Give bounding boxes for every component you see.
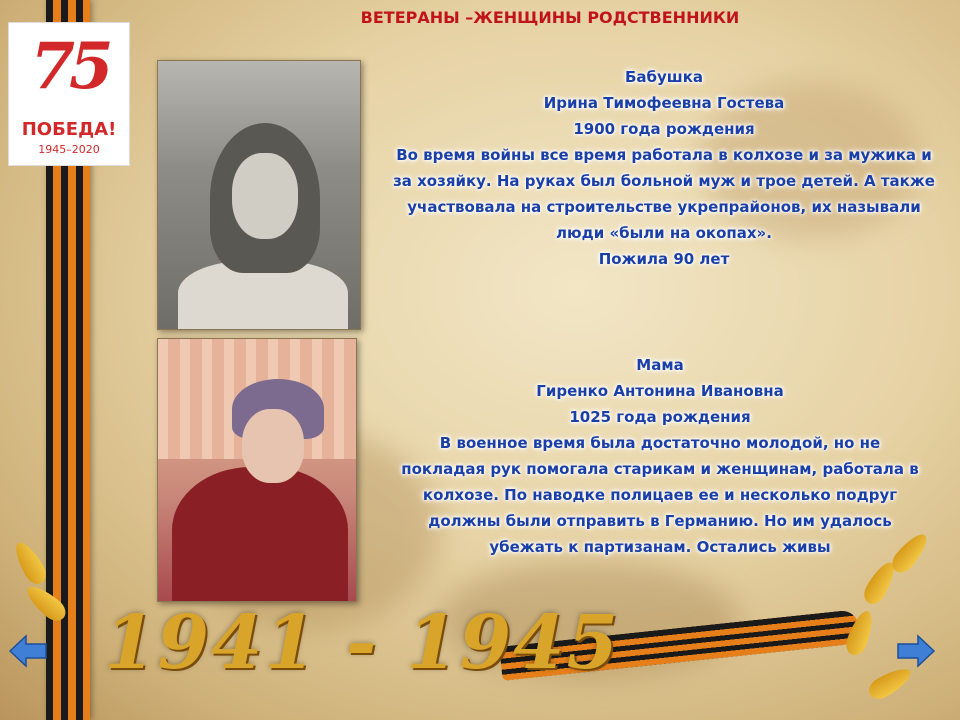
mother-relation: Мама (636, 356, 684, 374)
grandmother-text (390, 64, 938, 272)
arrow-right-icon (896, 634, 936, 668)
logo-number: 75 (30, 29, 108, 104)
previous-slide-button[interactable] (8, 634, 48, 668)
photo-figure-face (232, 153, 298, 239)
mother-text (400, 352, 920, 560)
mother-birth: 1025 года рождения (569, 408, 751, 426)
grandmother-lifespan: Пожила 90 лет (598, 250, 730, 268)
grandmother-relation: Бабушка (624, 68, 704, 86)
laurel-leaf-icon (10, 538, 50, 588)
arrow-left-icon (8, 634, 48, 668)
grandmother-photo (157, 60, 361, 330)
mother-story: В военное время была достаточно молодой, но не покладая рук помогала старикам и женщинам, работала в колхозе. По наводке полицаев ее и несколько подруг должны были отправить в Германию. Но им удалось убежать к партизанам. Остались живы (401, 434, 919, 556)
next-slide-button[interactable] (896, 634, 936, 668)
slide-title: ВЕТЕРАНЫ –ЖЕНЩИНЫ РОДСТВЕННИКИ (360, 8, 740, 27)
grandmother-story: Во время войны все время работала в колхозе и за мужика и за хозяйку. На руках был больной муж и трое детей. А также участвовала на строительстве укрепрайонов, их называли люди «были на окопах». (393, 146, 935, 242)
mother-photo (157, 338, 357, 602)
victory-75-logo (8, 22, 130, 166)
mother-name: Гиренко Антонина Ивановна (536, 382, 784, 400)
grandmother-birth: 1900 года рождения (573, 120, 755, 138)
logo-word: ПОБЕДА! (21, 119, 117, 140)
logo-years: 1945–2020 (38, 143, 100, 156)
photo-figure-face (242, 409, 304, 483)
laurel-leaf-icon (865, 663, 915, 703)
grandmother-name: Ирина Тимофеевна Гостева (543, 94, 785, 112)
photo-figure-body (172, 467, 348, 602)
war-years-banner: 1941 - 1945 (104, 600, 621, 686)
